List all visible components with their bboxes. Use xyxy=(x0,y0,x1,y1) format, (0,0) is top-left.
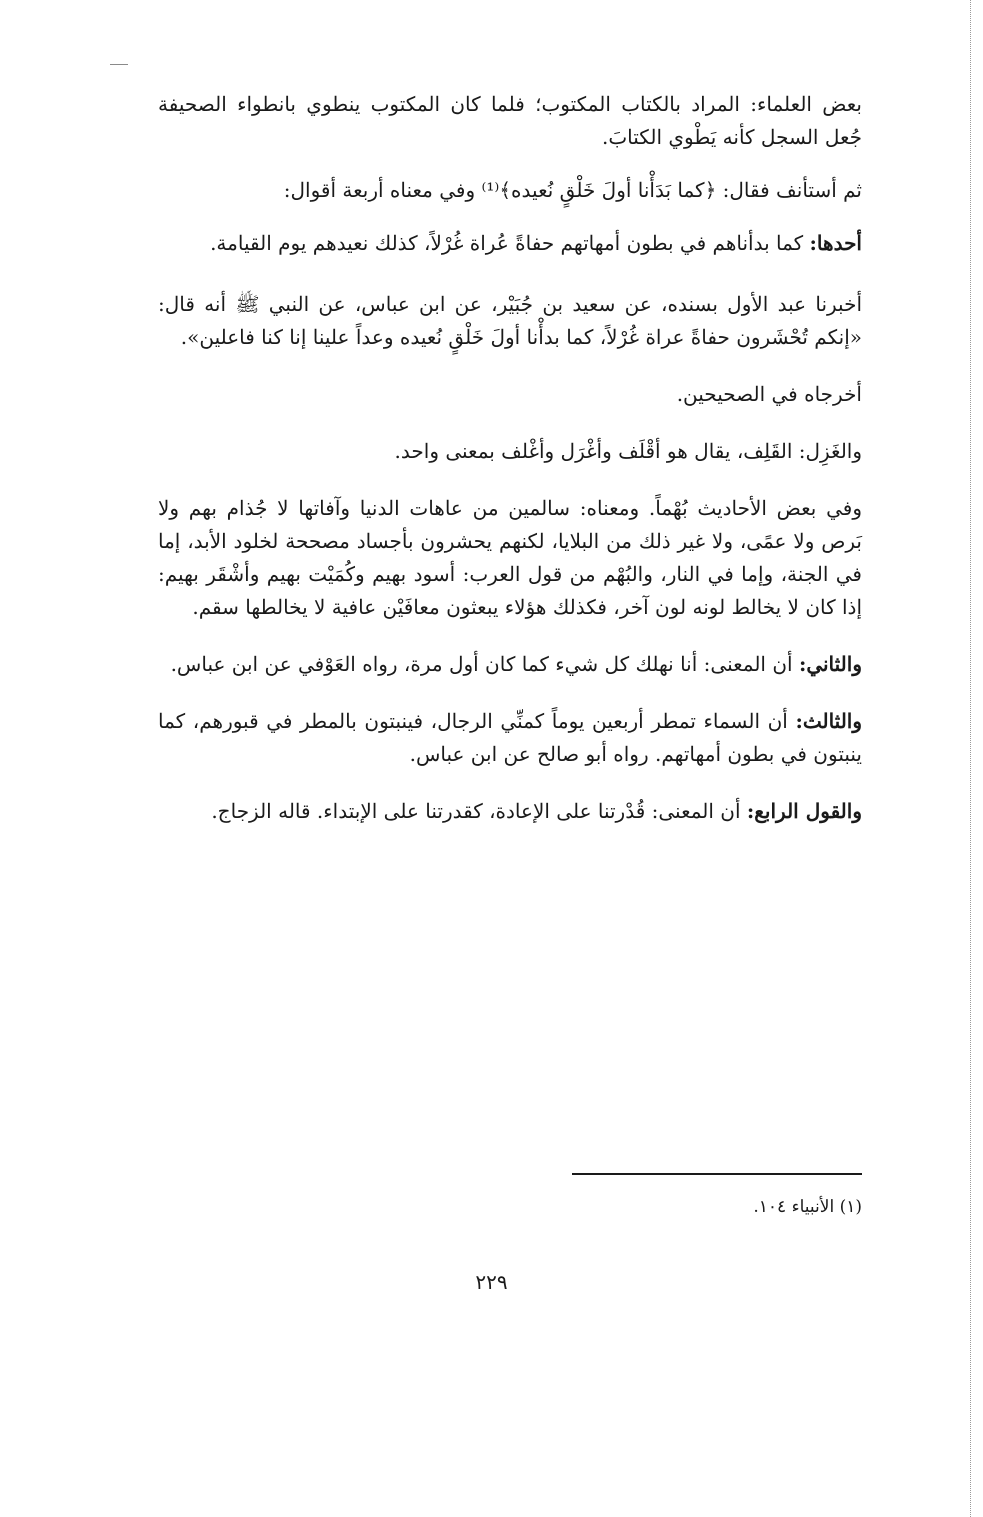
footnote-divider xyxy=(572,1173,862,1175)
paragraph-fourth-opinion xyxy=(158,795,862,828)
paragraph-definition xyxy=(158,435,862,468)
paragraph-second-opinion xyxy=(158,648,862,681)
paragraph-text: أن المعنى: أنا نهلك كل شيء كما كان أول مرة، رواه العَوْفي عن ابن عباس. xyxy=(170,652,793,676)
paragraph-text: ثم أستأنف فقال: ﴿كما بَدَأْنا أولَ خَلْقٍ نُعيده﴾⁽¹⁾ وفي معناه أربعة أقوال: xyxy=(283,178,862,202)
scan-mark xyxy=(110,64,128,65)
paragraph-text: كما بدأناهم في بطون أمهاتهم حفاةً عُراة غُرْلاً، كذلك نعيدهم يوم القيامة. xyxy=(210,231,804,255)
paragraph-text: أخرجاه في الصحيحين. xyxy=(676,382,862,406)
paragraph-verse xyxy=(158,174,862,207)
paragraph-text: والغَزِل: القَلِف، يقال هو أقْلَف وأغْرَل وأغْلف بمعنى واحد. xyxy=(394,439,862,463)
page-number: ٢٢٩ xyxy=(475,1270,508,1294)
paragraph-text: بعض العلماء: المراد بالكتاب المكتوب؛ فلما كان المكتوب ينطوي بانطواء الصحيفة جُعل السجل كأنه يَطْوي الكتابَ. xyxy=(158,92,862,149)
main-text xyxy=(158,88,862,828)
footnote: (١) الأنبياء ١٠٤. xyxy=(753,1197,862,1217)
paragraph-third-opinion xyxy=(158,705,862,771)
paragraph-hadith xyxy=(158,288,862,354)
paragraph-source xyxy=(158,378,862,411)
paragraph-continuation xyxy=(158,88,862,154)
scan-edge xyxy=(970,0,971,1517)
paragraph-explanation xyxy=(158,492,862,624)
paragraph-text: أن السماء تمطر أربعين يوماً كمنِّي الرجال، فينبتون بالمطر في قبورهم، كما ينبتون في بطون أمهاتهم. رواه أبو صالح عن ابن عباس. xyxy=(158,709,862,766)
paragraph-first-opinion xyxy=(158,227,862,260)
paragraph-text: وفي بعض الأحاديث بُهْماً. ومعناه: سالمين من عاهات الدنيا وآفاتها لا جُذام بهم ولا بَرص ولا عمًى، ولا غير ذلك من البلايا، لكنهم يحشرون بأجساد مصححة لخلود الأبد، إما في الجنة، وإما في النار، والبُهْم من قول العرب: أسود بهيم وكُمَيْت بهيم وأشْقَر بهيم: إذا كان لا يخالط لونه لون آخر، فكذلك هؤلاء يبعثون معافَيْن عافية لا يخالطها سقم. xyxy=(158,496,862,619)
paragraph-lead: والقول الرابع: xyxy=(746,799,862,823)
paragraph-lead: أحدها: xyxy=(809,231,862,255)
paragraph-text: أن المعنى: قُدْرتنا على الإعادة، كقدرتنا على الإبتداء. قاله الزجاج. xyxy=(211,799,741,823)
paragraph-text: أخبرنا عبد الأول بسنده، عن سعيد بن جُبَيْر، عن ابن عباس، عن النبي ﷺ أنه قال: «إنكم تُحْشَرون حفاةً عراة غُرْلاً، كما بدأْنا أولَ خَلْقٍ نُعيده وعداً علينا إنا كنا فاعلين». xyxy=(158,292,863,349)
paragraph-lead: والثالث: xyxy=(795,709,863,733)
paragraph-lead: والثاني: xyxy=(798,652,862,676)
